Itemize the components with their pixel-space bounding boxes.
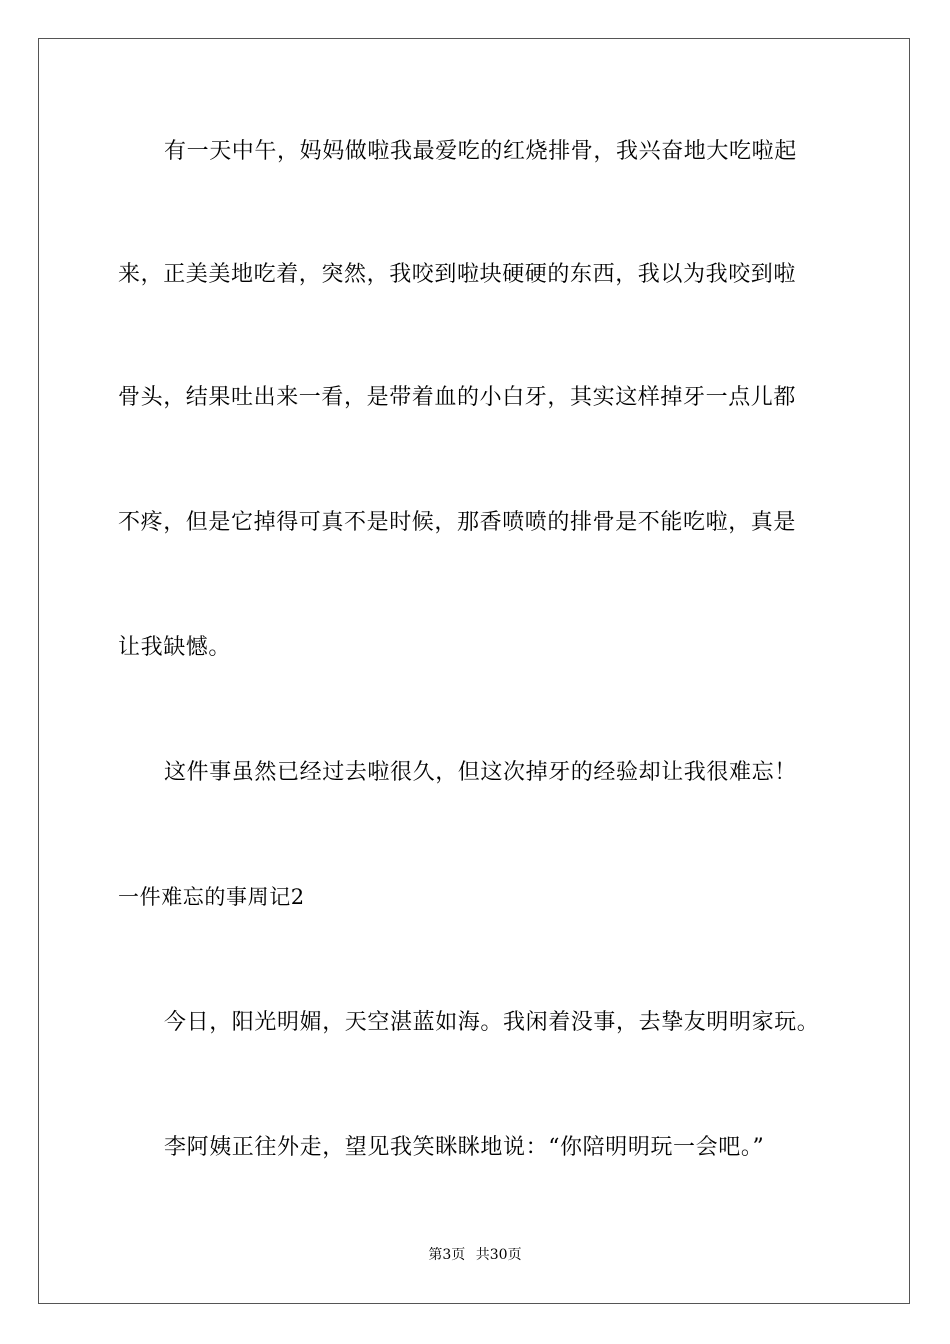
paragraph-line: 不疼，但是它掉得可真不是时候，那香喷喷的排骨是不能吃啦，真是 (118, 510, 797, 535)
page-footer (0, 1246, 950, 1264)
page-number: 第3页 (428, 1247, 466, 1263)
paragraph-text: 这件事虽然已经过去啦很久，但这次掉牙的经验却让我很难忘！ (164, 760, 797, 785)
page-frame (38, 38, 910, 1304)
total-pages: 共30页 (475, 1247, 522, 1263)
paragraph-line: 来，正美美地吃着，突然，我咬到啦块硬硬的东西，我以为我咬到啦 (118, 262, 797, 287)
paragraph-text: 今日，阳光明媚，天空湛蓝如海。我闲着没事，去挚友明明家玩。 (164, 1010, 820, 1035)
paragraph-line: 有一天中午，妈妈做啦我最爱吃的红烧排骨，我兴奋地大吃啦起 (164, 139, 797, 164)
paragraph-text: 李阿姨正往外走，望见我笑眯眯地说：“你陪明明玩一会吧。” (164, 1135, 765, 1160)
paragraph-line: 骨头，结果吐出来一看，是带着血的小白牙，其实这样掉牙一点儿都 (118, 385, 797, 410)
paragraph-line: 让我缺憾。 (118, 635, 232, 660)
section-heading: 一件难忘的事周记2 (118, 885, 305, 909)
